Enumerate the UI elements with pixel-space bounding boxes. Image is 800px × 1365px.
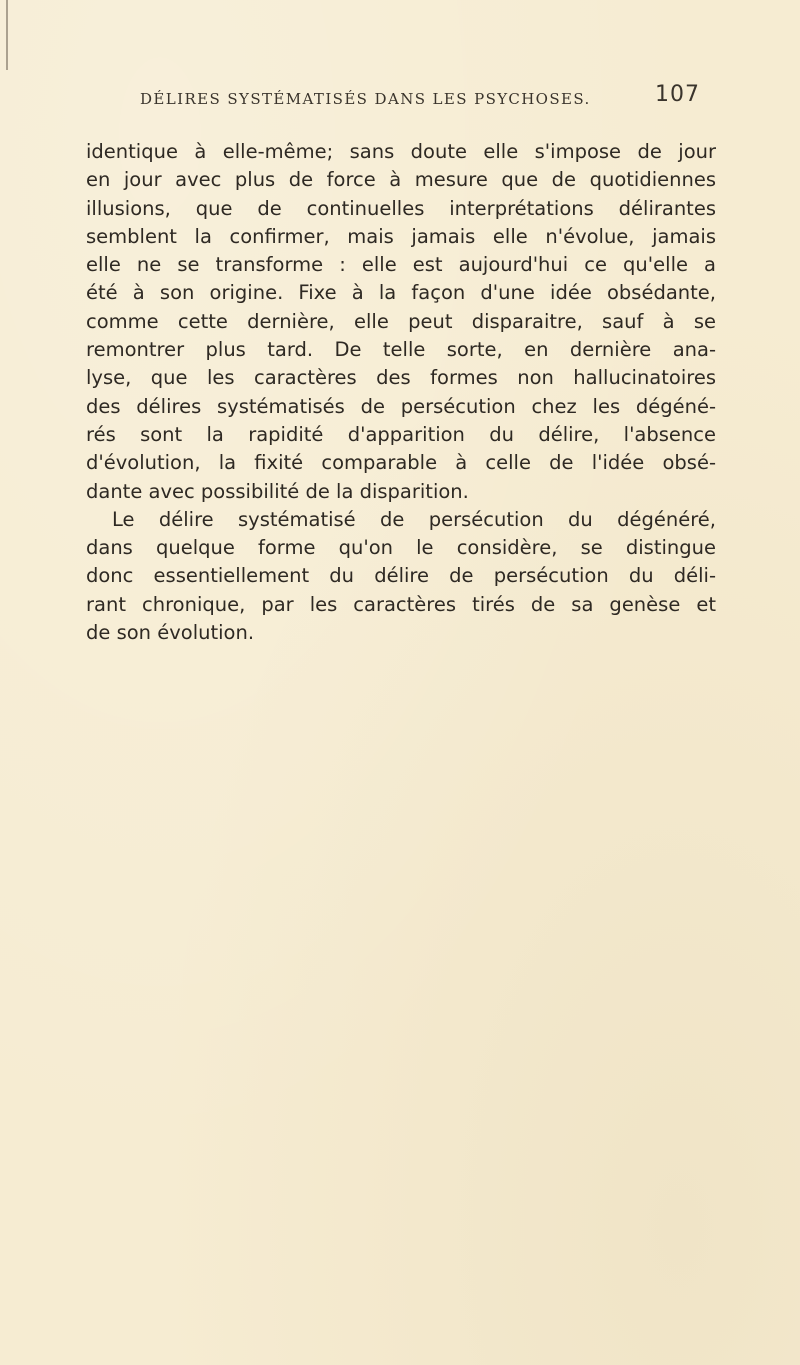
text-line: été à son origine. Fixe à la façon d'une idée obsédante, bbox=[86, 281, 716, 305]
text-line: rant chronique, par les caractères tirés de sa genèse et bbox=[86, 592, 716, 616]
text-line: comme cette dernière, elle peut disparaitre, sauf à se bbox=[86, 309, 716, 333]
text-line: rés sont la rapidité d'apparition du délire, l'absence bbox=[86, 422, 716, 446]
text-line: d'évolution, la fixité comparable à celle de l'idée obsé- bbox=[86, 451, 716, 475]
text-line: illusions, que de continuelles interprétations délirantes bbox=[86, 196, 716, 220]
body-text bbox=[86, 138, 716, 647]
paragraph-start-line: Le délire systématisé de persécution du dégénéré, bbox=[112, 507, 716, 531]
text-line: des délires systématisés de persécution chez les dégéné- bbox=[86, 394, 716, 418]
binding-edge bbox=[6, 0, 8, 70]
text-line: en jour avec plus de force à mesure que de quotidiennes bbox=[86, 168, 716, 192]
paragraph-end-line: de son évolution. bbox=[86, 621, 255, 645]
text-line: semblent la confirmer, mais jamais elle n'évolue, jamais bbox=[86, 224, 716, 248]
text-line: dans quelque forme qu'on le considère, se distingue bbox=[86, 536, 716, 560]
running-head bbox=[140, 82, 700, 116]
text-line: identique à elle-même; sans doute elle s'impose de jour bbox=[86, 140, 716, 163]
text-line: lyse, que les caractères des formes non hallucinatoires bbox=[86, 366, 716, 390]
running-title: DÉLIRES SYSTÉMATISÉS DANS LES PSYCHOSES. bbox=[140, 90, 591, 108]
text-line: elle ne se transforme : elle est aujourd'hui ce qu'elle a bbox=[86, 253, 716, 277]
paragraph-end-line: dante avec possibilité de la disparition. bbox=[86, 479, 469, 503]
text-line: donc essentiellement du délire de persécution du déli- bbox=[86, 564, 716, 588]
page-number: 107 bbox=[655, 82, 700, 107]
text-line: remontrer plus tard. De telle sorte, en dernière ana- bbox=[86, 338, 716, 362]
